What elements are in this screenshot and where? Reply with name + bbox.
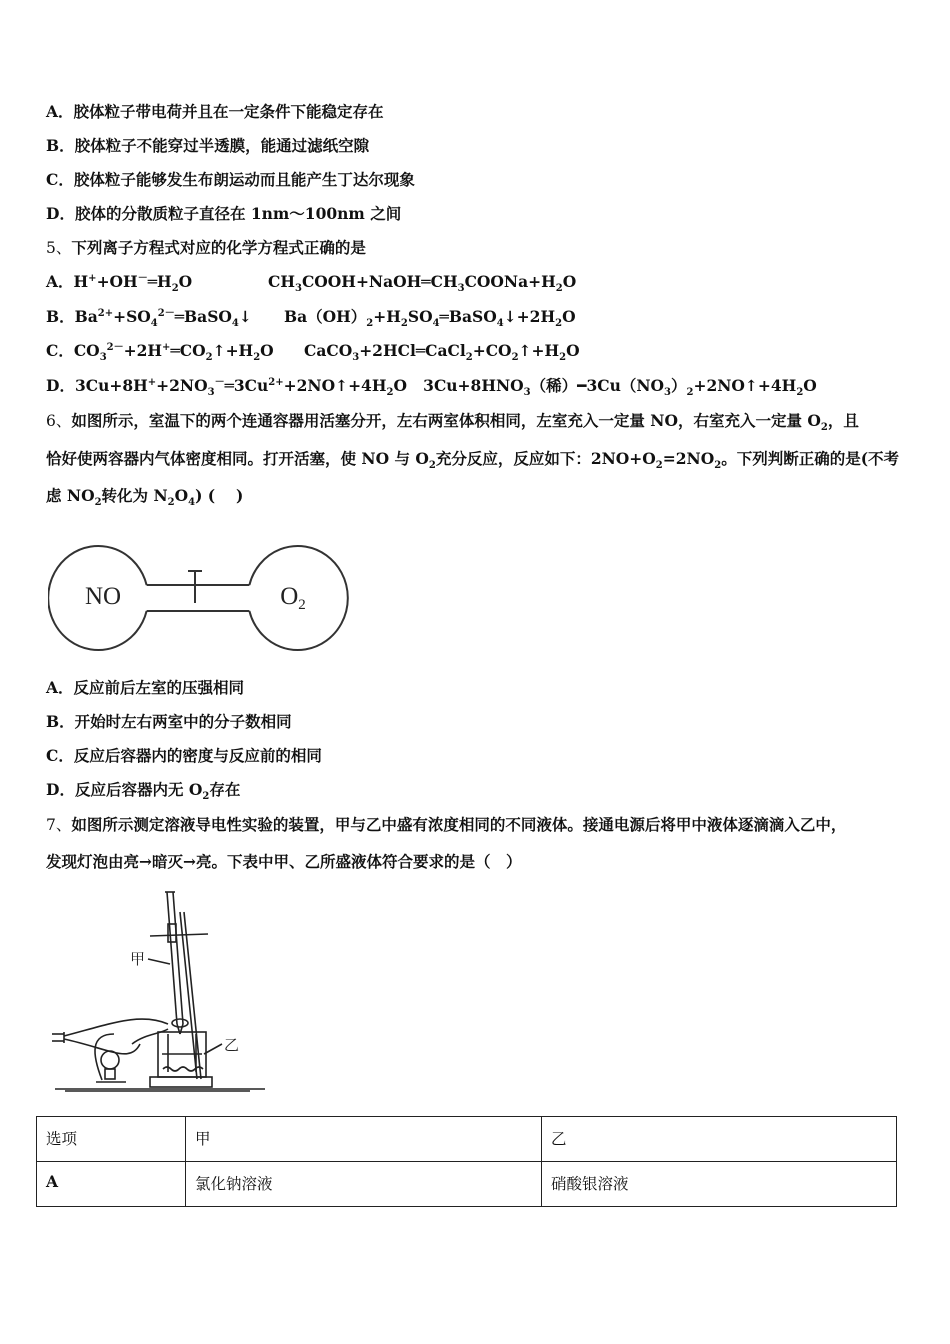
q4-option-a: A．胶体粒子带电荷并且在一定条件下能稳定存在 [46,102,384,121]
figure-jia-label: 甲 [130,950,146,968]
q6-connected-containers-diagram [48,538,354,658]
table-cell: 硝酸银溶液 [542,1162,897,1207]
diagram-o2-label: $O_2$ [280,583,306,613]
table-cell: A [37,1162,186,1207]
q4-option-b: B．胶体粒子不能穿过半透膜，能通过滤纸空隙 [46,136,370,155]
q5-stem: 5、下列离子方程式对应的化学方程式正确的是 [46,238,366,257]
table-header-cell: 乙 [542,1117,897,1162]
figure-yi-label: 乙 [224,1036,240,1054]
q6-option-c: C．反应后容器内的密度与反应前的相同 [46,746,322,765]
q5-option-d: D．$3Cu+8H^++2NO_3^-═3Cu^{2+}+2NO↑+4H_2O$ $3Cu+8HNO_3$（稀）$━3Cu(NO_3)_2+2NO↑+4H_2O$ [46,376,817,399]
q4-option-c: C．胶体粒子能够发生布朗运动而且能产生丁达尔现象 [46,170,415,189]
diagram-no-label: NO [84,583,122,610]
table-header-cell: 甲 [186,1117,542,1162]
q7-stem-line-1: 7、如图所示测定溶液导电性实验的装置，甲与乙中盛有浓度相同的不同液体。接通电源后将甲中液体逐滴滴入乙中， [46,815,847,834]
q7-conductivity-apparatus-figure [50,884,270,1096]
table-header-cell: 选项 [37,1117,186,1162]
q5-option-a: A．$H^++OH^-═H_2O$ $CH_3COOH+NaOH═CH_3COONa+H_2O$ [46,272,577,295]
q4-option-d: D．胶体的分散质粒子直径在 1nm～100nm 之间 [46,204,402,223]
q5-option-c: C．$CO_3^{2-}+2H^+═CO_2↑+H_2O$ $CaCO_3+2HCl═CaCl_2+CO_2↑+H_2O$ [46,341,580,364]
table-header-row [37,1117,897,1162]
q7-stem-line-2: 发现灯泡由亮→暗灭→亮。下表中甲、乙所盛液体符合要求的是（ ） [46,852,522,871]
q6-option-b: B．开始时左右两室中的分子数相同 [46,712,292,731]
q6-stem-line-3: 虑 $NO_2$转化为 $N_2O_4$) ( ) [46,486,244,509]
q6-stem-line-1: 6、如图所示，室温下的两个连通容器用活塞分开，左右两室体积相同，左室充入一定量 NO，右室充入一定量 $O_2$，且 [46,411,859,434]
table-cell: 氯化钠溶液 [186,1162,542,1207]
table-row [37,1162,897,1207]
q6-option-d: D．反应后容器内无 $O_2$存在 [46,780,241,803]
q6-stem-line-2: 恰好使两容器内气体密度相同。打开活塞，使 NO 与 $O_2$充分反应，反应如下：$2NO+O_2=2NO_2$。下列判断正确的是(不考 [46,449,900,472]
q5-option-b: B．$Ba^{2+}+SO_4^{2-}═BaSO_4↓$ $Ba(OH)_2+H_2SO_4═BaSO_4↓+2H_2O$ [46,307,576,330]
q6-option-a: A．反应前后左室的压强相同 [46,678,245,697]
q7-options-table [36,1116,897,1207]
